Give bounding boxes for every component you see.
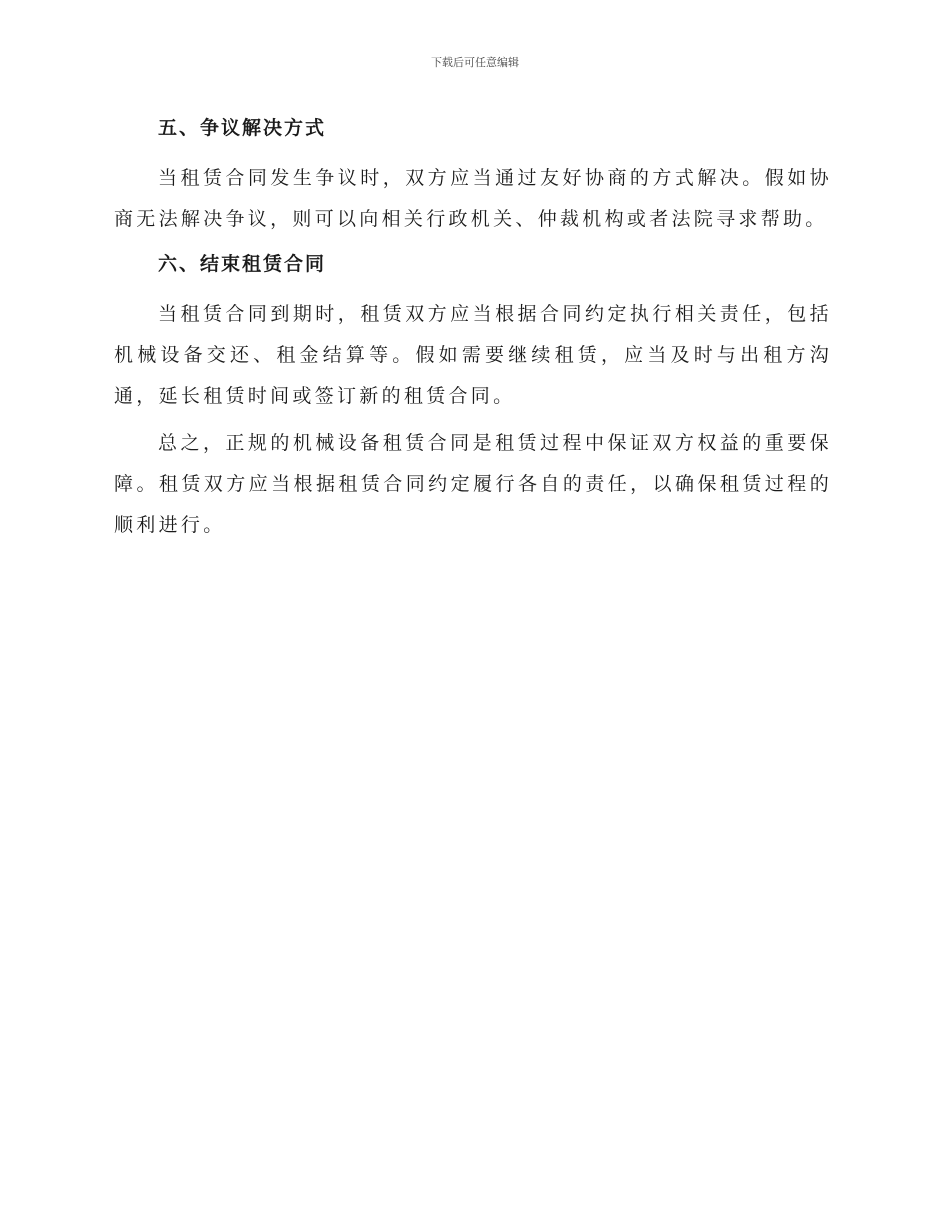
paragraph-conclusion: 总之，正规的机械设备租赁合同是租赁过程中保证双方权益的重要保障。租赁双方应当根据租赁合同约定履行各自的责任，以确保租赁过程的顺利进行。 (114, 432, 832, 536)
spacer (114, 282, 832, 294)
section-heading-termination: 六、结束租赁合同 (158, 253, 327, 275)
spacer (114, 146, 832, 158)
header-note: 下载后可任意编辑 (431, 56, 519, 69)
paragraph-termination: 当租赁合同到期时，租赁双方应当根据合同约定执行相关责任，包括机械设备交还、租金结算等。假如需要继续租赁，应当及时与出租方沟通，延长租赁时间或签订新的租赁合同。 (114, 303, 832, 407)
paragraph-dispute: 当租赁合同发生争议时，双方应当通过友好协商的方式解决。假如协商无法解决争议，则可以向相关行政机关、仲裁机构或者法院寻求帮助。 (114, 167, 832, 230)
document-body (114, 110, 832, 546)
section-heading-dispute: 五、争议解决方式 (158, 117, 327, 139)
